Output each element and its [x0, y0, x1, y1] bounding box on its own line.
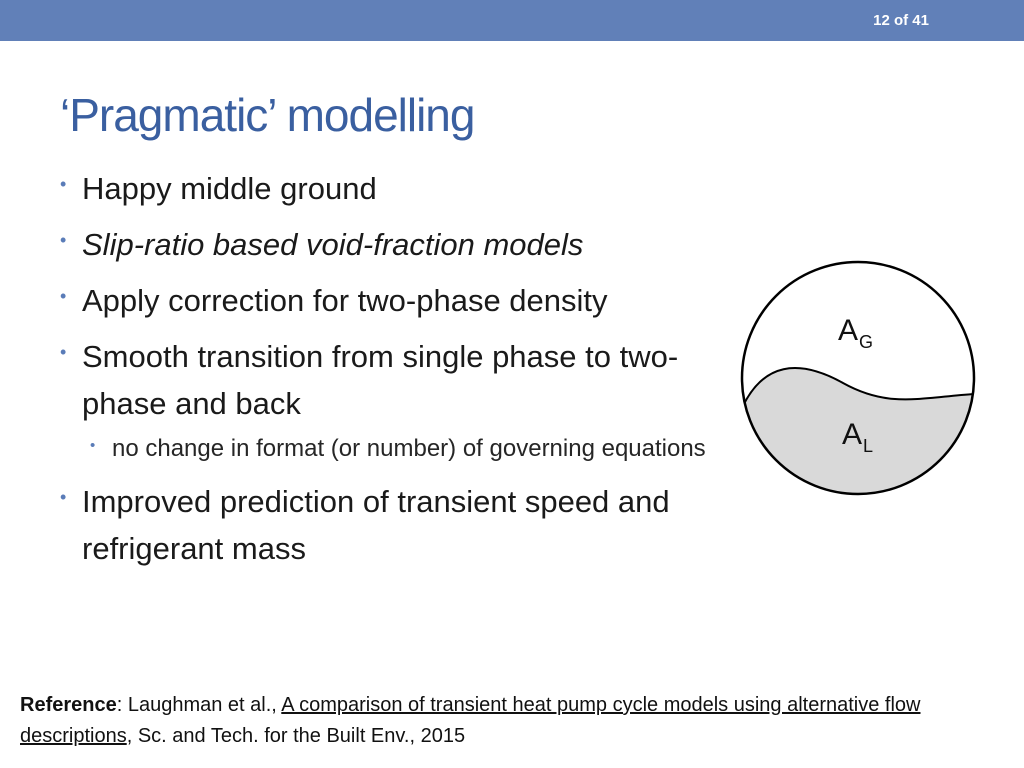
bullet-list: [60, 165, 740, 581]
bullet-marker-icon: •: [60, 342, 67, 362]
bullet-marker-icon: •: [60, 286, 67, 306]
bullet-marker-icon: •: [60, 174, 67, 194]
reference-paper-link[interactable]: A comparison of transient heat pump cycle models using alternative flow descriptions: [20, 694, 921, 747]
sub-bullet-text: no change in format (or number) of governing equations: [112, 435, 706, 462]
gas-area-label: $A_G$: [838, 314, 874, 352]
pipe-cross-section-diagram: [738, 258, 978, 498]
reference-note: [20, 690, 980, 752]
bullet-text: Improved prediction of transient speed and refrigerant mass: [82, 484, 670, 566]
bullet-item: [60, 333, 740, 427]
bullet-item: [60, 165, 740, 212]
page-indicator: 12 of 41: [873, 12, 929, 29]
reference-authors: : Laughman et al.,: [116, 694, 282, 716]
sub-bullet-item: [60, 429, 740, 469]
slide-title: ‘Pragmatic’ modelling: [60, 89, 475, 141]
header-bar: [0, 0, 1024, 41]
reference-venue: , Sc. and Tech. for the Built Env., 2015: [126, 725, 466, 747]
sub-bullet-marker-icon: •: [90, 437, 96, 454]
bullet-text: Happy middle ground: [82, 171, 377, 206]
reference-label: Reference: [20, 694, 117, 716]
bullet-item: [60, 478, 740, 572]
pipe-cross-section-svg: [738, 258, 978, 498]
bullet-marker-icon: •: [60, 230, 67, 250]
bullet-item: [60, 277, 740, 324]
liquid-area-label: $A_L$: [842, 418, 874, 456]
bullet-text: Slip-ratio based void-fraction models: [82, 227, 584, 262]
bullet-item: [60, 221, 740, 268]
bullet-marker-icon: •: [60, 487, 67, 507]
bullet-text: Apply correction for two-phase density: [82, 283, 608, 318]
bullet-text: Smooth transition from single phase to two-phase and back: [82, 339, 679, 421]
